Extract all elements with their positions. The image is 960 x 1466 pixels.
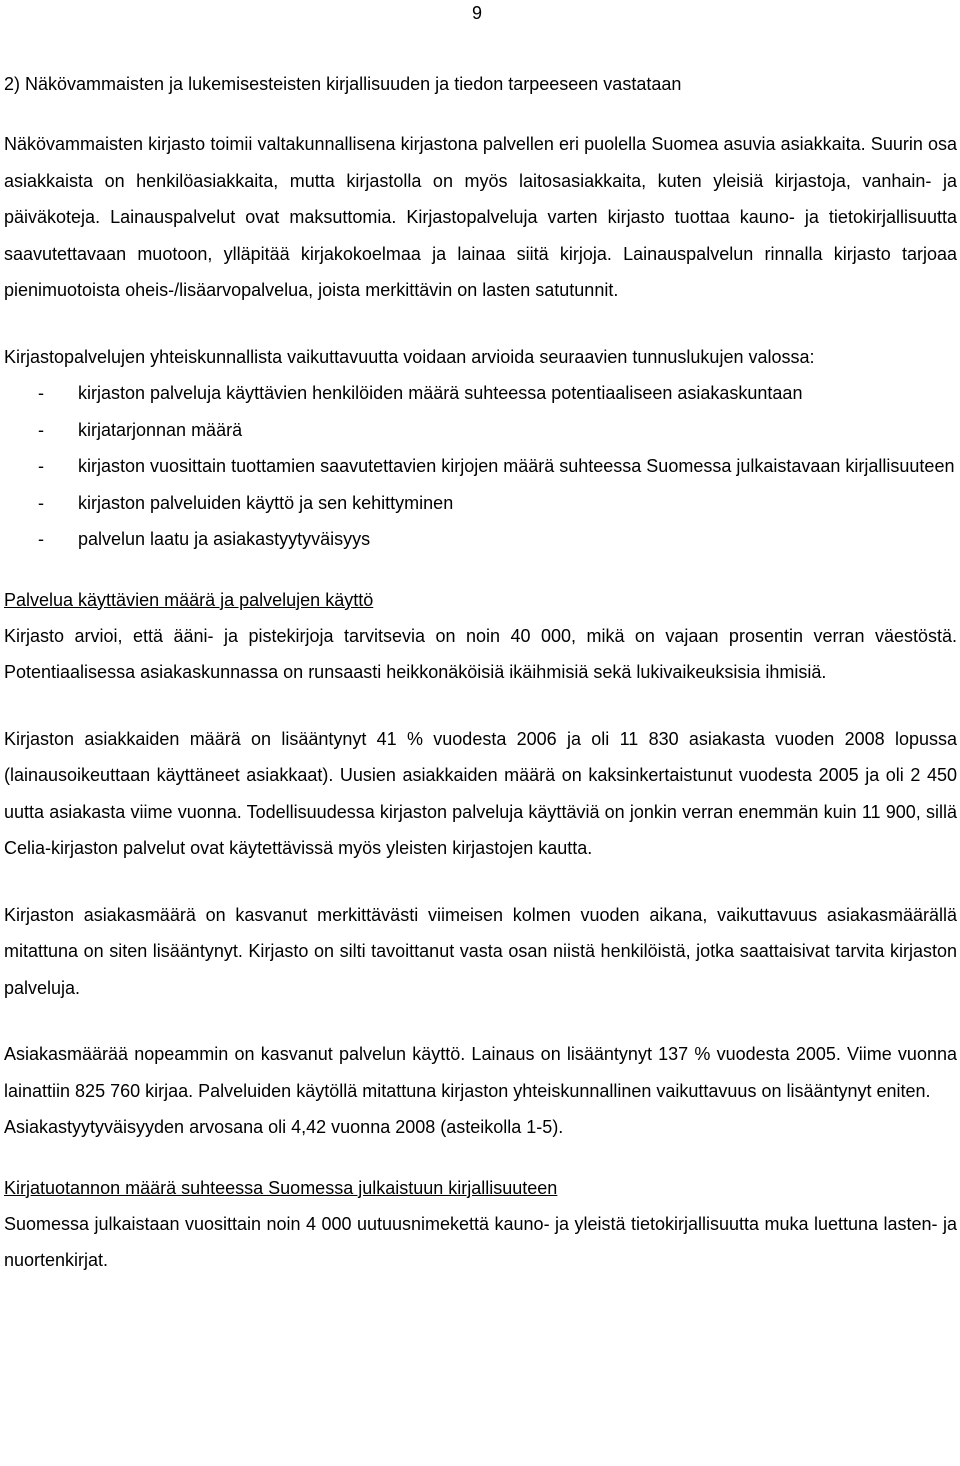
list-dash: -	[38, 383, 44, 403]
list-item	[4, 448, 957, 485]
list-item-text: kirjaston palveluiden käyttö ja sen kehittyminen	[78, 492, 454, 513]
paragraph-usage-4: Asiakasmäärää nopeammin on kasvanut palvelun käyttö. Lainaus on lisääntynyt 137 % vuodesta 2005. Viime vuonna lainattiin 825 760 kirjaa. Palveluiden käytöllä mitattuna kirjaston yhteiskunnallinen vaikuttavuus on lisääntynyt eniten.	[4, 1044, 957, 1101]
list-dash: -	[38, 529, 44, 549]
page-number: 9	[472, 3, 483, 23]
list-item	[4, 485, 957, 522]
list-item-text: kirjatarjonnan määrä	[78, 419, 243, 440]
subheading-usage: Palvelua käyttävien määrä ja palvelujen käyttö	[4, 589, 374, 610]
list-item	[4, 375, 957, 412]
list-dash: -	[38, 492, 44, 513]
indicator-list	[4, 375, 957, 558]
list-item	[4, 412, 957, 449]
list-dash: -	[38, 419, 44, 440]
paragraph-indicators-intro: Kirjastopalvelujen yhteiskunnallista vaikuttavuutta voidaan arvioida seuraavien tunnuslukujen valossa:	[4, 346, 815, 367]
paragraph-production-1: Suomessa julkaistaan vuosittain noin 4 000 uutuusnimekettä kauno- ja yleistä tietokirjallisuutta muka luettuna lasten- ja nuortenkirjat.	[4, 1213, 957, 1270]
list-item-text: palvelun laatu ja asiakastyytyväisyys	[78, 529, 371, 549]
list-dash: -	[38, 456, 44, 476]
section-heading: 2) Näkövammaisten ja lukemisesteisten kirjallisuuden ja tiedon tarpeeseen vastataan	[4, 74, 682, 94]
paragraph-usage-1: Kirjasto arvioi, että ääni- ja pistekirjoja tarvitsevia on noin 40 000, mikä on vajaan prosentin verran väestöstä. Potentiaalisessa asiakaskunnassa on runsaasti heikkonäköisiä ikäihmisiä sekä lukivaikeuksisia ihmisiä.	[4, 625, 957, 682]
list-item-text: kirjaston palveluja käyttävien henkilöiden määrä suhteessa potentiaaliseen asiakaskuntaan	[78, 383, 803, 403]
list-item-text: kirjaston vuosittain tuottamien saavutettavien kirjojen määrä suhteessa Suomessa julkaistavaan kirjallisuuteen	[78, 456, 955, 476]
paragraph-usage-5: Asiakastyytyväisyyden arvosana oli 4,42 vuonna 2008 (asteikolla 1-5).	[4, 1117, 564, 1137]
list-item	[4, 521, 957, 558]
paragraph-intro: Näkövammaisten kirjasto toimii valtakunnallisena kirjastona palvellen eri puolella Suomea asuvia asiakkaita. Suurin osa asiakkaista on henkilöasiakkaita, mutta kirjastolla on myös laitosasiakkaita, kuten yleisiä kirjastoja, vanhain- ja päiväkoteja. Lainauspalvelut ovat maksuttomia. Kirjastopalveluja varten kirjasto tuottaa kauno- ja tietokirjallisuutta saavutettavaan muotoon, ylläpitää kirjakokoelmaa ja lainaa siitä kirjoja. Lainauspalvelun rinnalla kirjasto tarjoaa pienimuotoista oheis-/lisäarvopalvelua, joista merkittävin on lasten satutunnit.	[4, 134, 957, 300]
paragraph-usage-3: Kirjaston asiakasmäärä on kasvanut merkittävästi viimeisen kolmen vuoden aikana, vaikuttavuus asiakasmäärällä mitattuna on siten lisääntynyt. Kirjasto on silti tavoittanut vasta osan niistä henkilöistä, jotka saattaisivat tarvita kirjaston palveluja.	[4, 904, 957, 998]
paragraph-usage-2: Kirjaston asiakkaiden määrä on lisääntynyt 41 % vuodesta 2006 ja oli 11 830 asiakasta vuoden 2008 lopussa (lainausoikeuttaan käyttäneet asiakkaat). Uusien asiakkaiden määrä on kaksinkertaistunut vuodesta 2005 ja oli 2 450 uutta asiakasta viime vuonna. Todellisuudessa kirjaston palveluja käyttäviä on jonkin verran enemmän kuin 11 900, sillä Celia-kirjaston palvelut ovat käytettävissä myös yleisten kirjastojen kautta.	[4, 728, 957, 858]
subheading-production: Kirjatuotannon määrä suhteessa Suomessa julkaistuun kirjallisuuteen	[4, 1177, 558, 1198]
page-content	[4, 66, 957, 1279]
